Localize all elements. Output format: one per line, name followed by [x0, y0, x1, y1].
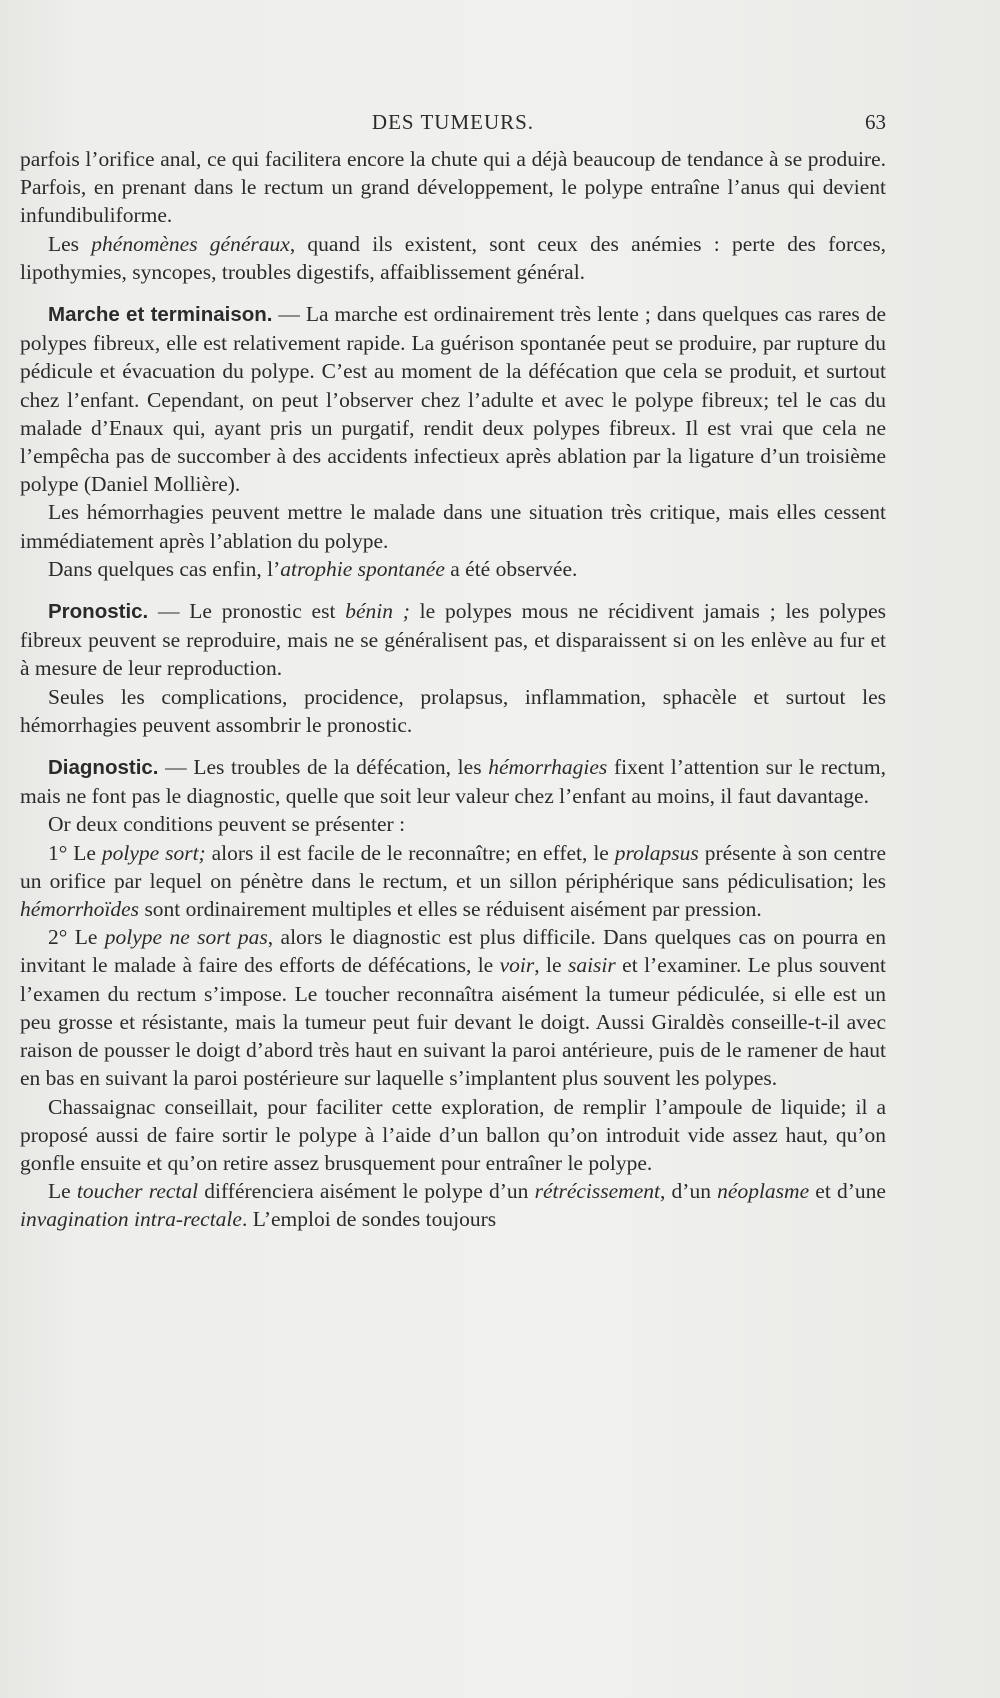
paragraph [20, 145, 886, 230]
text-run: différenciera aisément le polype d’un [198, 1179, 535, 1204]
italic-term: hémorrhoïdes [20, 897, 140, 922]
text-run: Le [48, 1179, 77, 1204]
italic-term: polype ne sort pas [104, 925, 268, 950]
text-run: présente à son centre un orifice par lequel on pénètre dans le rectum, et un sillon périphérique sans pédiculisation; les [20, 840, 886, 893]
text-run: alors il est facile de le reconnaître; en effet, le [205, 840, 615, 865]
text-run: Les [48, 231, 92, 256]
text-run: — Le pronostic est [148, 599, 346, 624]
page-number: 63 [865, 110, 886, 134]
italic-term: polype sort; [101, 840, 206, 865]
italic-term: néoplasme [717, 1179, 810, 1204]
text-run: et d’une [809, 1179, 886, 1204]
italic-term: voir [499, 953, 535, 978]
section-heading: Pronostic. [48, 600, 149, 624]
paragraph [20, 810, 886, 838]
text-run: 1° Le [48, 840, 102, 865]
section-heading: Marche et terminaison. [48, 303, 273, 327]
text-run: . L’emploi de sondes toujours [241, 1207, 497, 1232]
italic-term: toucher rectal [76, 1179, 199, 1204]
body-text [20, 145, 886, 1234]
italic-term: prolapsus [614, 840, 699, 865]
paragraph [20, 230, 886, 286]
text-run: Chassaignac conseillait, pour faciliter cette exploration, de remplir l’ampoule de liquide; il a proposé aussi de faire sortir le polype à l’aide d’un ballon qu’on introduit vide assez haut, qu’on gonfle ensuite et qu’on retire assez brusquement pour entraîner le polype. [20, 1094, 886, 1175]
paragraph [20, 753, 886, 810]
text-run: , alors le diagnostic est plus difficile. Dans quelques cas on pourra en invitant le malade à faire des efforts de défécations, le [20, 925, 886, 978]
text-run: Les hémorrhagies peuvent mettre le malade dans une situation très critique, mais elles cessent immédiatement après l’ablation du polype. [20, 500, 886, 553]
text-run: , d’un [659, 1179, 718, 1204]
text-run: parfois l’orifice anal, ce qui facilitera encore la chute qui a déjà beaucoup de tendance à se produire. Parfois, en prenant dans le rectum un grand développement, le polype entraîne l’anus qui devient infundibuliforme. [20, 147, 886, 228]
text-run: Seules les complications, procidence, prolapsus, inflammation, sphacèle et surtout les hémorrhagies peuvent assombrir le pronostic. [20, 684, 886, 737]
paragraph [20, 923, 886, 1092]
text-run: — La marche est ordinairement très lente ; dans quelques cas rares de polypes fibreux, elle est relativement rapide. La guérison spontanée peut se produire, par rupture du pédicule et évacuation du polype. C’est au moment de la défécation que cela se produit, et surtout chez l’enfant. Cependant, on peut l’observer chez l’adulte et avec le polype fibreux; tel le cas du malade d’Enaux qui, ayant pris un purgatif, rendit deux polypes fibreux. Il est vrai que cela ne l’empêcha pas de succomber à des accidents infectieux après ablation par la ligature d’un troisième polype (Daniel Mollière). [20, 302, 887, 497]
text-run: et l’examiner. Le plus souvent l’examen du rectum s’impose. Le toucher reconnaîtra aisément la tumeur pédiculée, si elle est un peu grosse et résistante, mais la tumeur peut fuir devant le doigt. Aussi Giraldès conseille-t-il avec raison de pousser le doigt d’abord très haut en suivant la paroi antérieure, puis de le ramener de haut en bas en suivant la paroi postérieure sur laquelle s’implantent plus souvent les polypes. [20, 953, 886, 1091]
text-run: le polypes mous ne récidivent jamais ; les polypes fibreux peuvent se reproduire, mais ne se généralisent pas, et disparaissent si on les enlève au fur et à mesure de leur reproduction. [20, 599, 886, 681]
paragraph [20, 498, 886, 554]
italic-term: invagination intra-rectale [20, 1207, 242, 1232]
text-run: a été observée. [444, 556, 578, 581]
paragraph [20, 683, 886, 739]
italic-term: bénin ; [345, 599, 410, 624]
paragraph [20, 1177, 886, 1233]
italic-term: atrophie spontanée [280, 556, 445, 581]
running-title: DES TUMEURS. [371, 110, 535, 134]
paragraph [20, 300, 886, 498]
text-run: Dans quelques cas enfin, l’ [48, 556, 281, 581]
text-run: — Les troubles de la défécation, les [158, 755, 489, 780]
text-run: fixent l’attention sur le rectum, mais ne font pas le diagnostic, quelle que soit leur valeur chez l’enfant au moins, il faut davantage. [20, 755, 886, 809]
paragraph [20, 839, 886, 924]
paragraph [20, 597, 886, 683]
section-heading: Diagnostic. [48, 756, 159, 780]
italic-term: hémorrhagies [488, 755, 608, 780]
italic-term: saisir [567, 953, 616, 978]
italic-term: phénomènes généraux [91, 231, 290, 256]
text-run: 2° Le [48, 925, 105, 950]
text-run: , le [534, 953, 568, 978]
italic-term: rétrécissement [534, 1179, 660, 1204]
paragraph [20, 1093, 886, 1178]
text-run: , quand ils existent, sont ceux des anémies : perte des forces, lipothymies, syncopes, troubles digestifs, affaiblissement général. [20, 231, 886, 284]
paragraph [20, 555, 886, 583]
text-run: sont ordinairement multiples et elles se réduisent aisément par pression. [139, 897, 762, 922]
text-run: Or deux conditions peuvent se présenter : [48, 812, 406, 837]
running-head [20, 110, 886, 138]
